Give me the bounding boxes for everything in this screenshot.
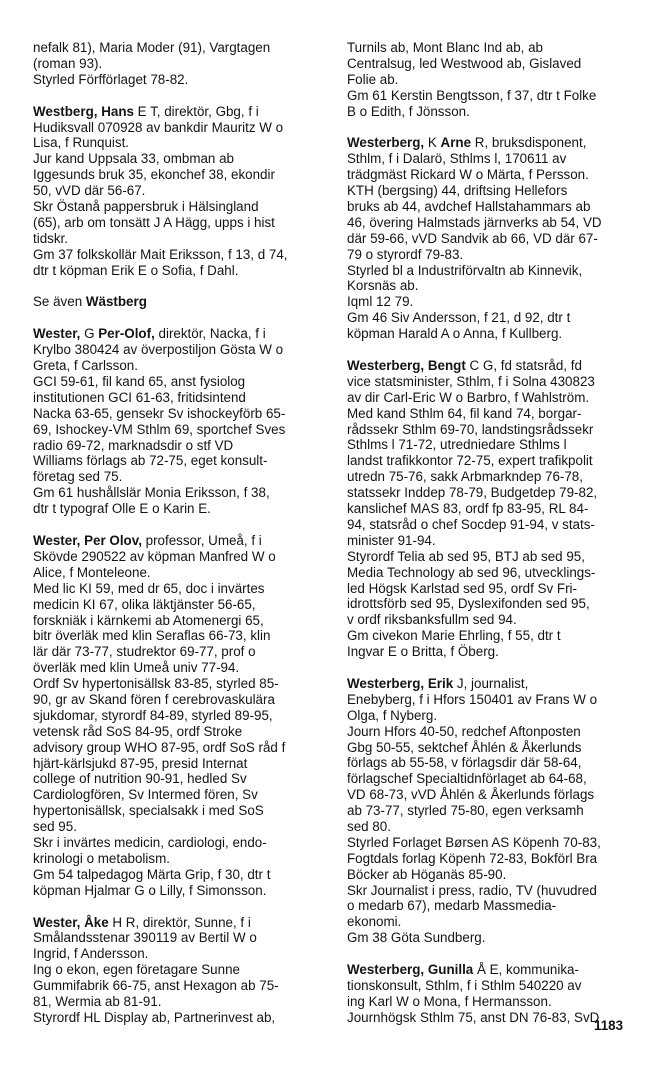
entry-text: ing Karl W o Mona, f Hermansson. [347, 993, 552, 1009]
text-line [347, 978, 637, 994]
entry-text: köpman Harald A o Anna, f Kullberg. [347, 326, 563, 342]
entry-text: 94, statsråd o chef Socdep 91-94, v stats- [347, 516, 595, 532]
entry-text: nefalk 81), Maria Moder (91), Vargtagen [33, 40, 271, 55]
entry-text: o medarb 67), medarb Massmedia- [347, 898, 557, 914]
entry-text: där 59-66, vVD Sandvik ab 66, VD där 67- [347, 230, 598, 246]
entry-text: dtr t köpman Erik E o Sofia, f Dahl. [33, 262, 239, 278]
page-number: 1183 [594, 1018, 624, 1033]
entry-gap [33, 88, 323, 104]
entry-text: Gbg 50-55, sektchef Åhlén & Åkerlunds [347, 739, 582, 755]
entry-text: Styrordf Telia ab sed 95, BTJ ab sed 95, [347, 548, 585, 564]
text-line [33, 613, 323, 629]
biography-entry [33, 915, 323, 1026]
entry-text: Fogtdals forlag Köpenh 72-83, Bokförl Bra [347, 850, 598, 866]
text-line [33, 453, 323, 469]
text-line [33, 501, 323, 517]
text-line [347, 596, 637, 612]
entry-text: forskniäk i kärnkemi ab Atomenergi 65, [33, 612, 264, 628]
text-line [347, 167, 637, 183]
biography-entry [33, 294, 323, 310]
text-line [347, 40, 637, 56]
entry-text: medicin KI 67, olika läktjänster 56-65, [33, 596, 256, 612]
entry-text: Styrordf HL Display ab, Partnerinvest ab, [33, 1009, 276, 1025]
entry-text: Sthlm, f i Dalarö, Sthlms l, 170611 av [347, 151, 567, 167]
entry-text: Ing o ekon, egen företagare Sunne [33, 962, 240, 978]
text-line [347, 247, 637, 263]
text-line [347, 883, 637, 899]
entry-text: college of nutrition 90-91, hedled Sv [33, 771, 247, 787]
entry-text: rådssekr Sthlm 69-70, landstingsrådssekr [347, 421, 594, 437]
text-line [347, 581, 637, 597]
text-line [33, 183, 323, 199]
entry-text: bitr överläk med klin Seraflas 66-73, klin [33, 628, 271, 644]
text-line [33, 597, 323, 613]
entry-name: Arne [440, 135, 472, 151]
entry-text: Styrled bl a Industriförvaltn ab Kinnevik, [347, 262, 583, 278]
text-line [33, 819, 323, 835]
entry-text: Se även [33, 294, 86, 310]
entry-text: ekonomi. [347, 914, 402, 930]
entry-text: (roman 93). [33, 55, 103, 71]
entry-text: GCI 59-61, fil kand 65, anst fysiolog [33, 374, 246, 390]
entry-text: Journhögsk Sthlm 75, anst DN 76-83, SvD [347, 1009, 600, 1025]
text-line [347, 72, 637, 88]
text-line [33, 120, 323, 136]
entry-text: hjärt-kärlsjukd 87-95, presid Internat [33, 755, 248, 771]
entry-text: K [424, 135, 441, 151]
entry-text: förlags ab 55-58, v förlagsdir där 58-64, [347, 755, 582, 771]
text-line [33, 294, 323, 310]
text-line [347, 437, 637, 453]
text-line [347, 469, 637, 485]
entry-text: Med kand Sthlm 64, fil kand 74, borgar- [347, 405, 582, 421]
entry-text: av dir Carl-Eric W o Barbro, f Wahlström. [347, 389, 590, 405]
text-line [347, 517, 637, 533]
text-line [347, 676, 637, 692]
text-line [33, 215, 323, 231]
entry-text: 81, Wermia ab 81-91. [33, 993, 162, 1009]
entry-text: v ordf riksbanksfullm sed 94. [347, 612, 517, 628]
entry-text: lär där 73-77, studrektor 69-77, prof o [33, 644, 256, 660]
entry-gap [347, 119, 637, 135]
text-line [33, 676, 323, 692]
text-line [33, 994, 323, 1010]
text-line [347, 612, 637, 628]
text-line [33, 72, 323, 88]
text-line [33, 787, 323, 803]
entry-text: dtr t typograf Olle E o Karin E. [33, 501, 211, 517]
text-line [347, 135, 637, 151]
entry-text: Ingrid, f Andersson. [33, 946, 149, 962]
text-line [347, 898, 637, 914]
entry-gap [347, 660, 637, 676]
biography-entry [33, 40, 323, 88]
text-line [33, 867, 323, 883]
text-line [347, 390, 637, 406]
entry-text: professor, Umeå, f i [141, 533, 262, 549]
entry-text: minister 91-94. [347, 532, 436, 548]
text-line [33, 756, 323, 772]
text-line [33, 167, 323, 183]
entry-text: tionskonsult, Sthlm, f i Sthlm 540220 av [347, 977, 582, 993]
text-line [33, 263, 323, 279]
text-line [347, 374, 637, 390]
entry-text: Journ Hfors 40-50, redchef Aftonposten [347, 723, 581, 739]
text-line [347, 294, 637, 310]
entry-text: Styrled Förfförlaget 78-82. [33, 71, 189, 87]
biography-entry [347, 135, 637, 342]
text-line [33, 803, 323, 819]
entry-text: Centralsug, led Westwood ab, Gislaved [347, 55, 582, 71]
entry-text: Skr i invärtes medicin, cardiologi, endo- [33, 834, 267, 850]
entry-name: Westerberg, Gunilla [347, 962, 474, 978]
entry-text: Greta, f Carlsson. [33, 358, 138, 374]
text-line [33, 549, 323, 565]
text-line [347, 406, 637, 422]
entry-text: KTH (bergsing) 44, driftsing Hellefors [347, 183, 568, 199]
entry-name: Wester, Per Olov, [33, 533, 142, 549]
entry-text: företag sed 75. [33, 469, 123, 485]
biography-entry [33, 104, 323, 279]
entry-name: Westerberg, [347, 135, 425, 151]
entry-text: vice statsminister, Sthlm, f i Solna 430823 [347, 373, 595, 389]
text-line [347, 724, 637, 740]
entry-text: VD 68-73, vVD Åhlén & Åkerlunds förlags [347, 787, 595, 803]
entry-text: E T, direktör, Gbg, f i [133, 103, 259, 119]
text-line [347, 88, 637, 104]
entry-text: G [80, 326, 99, 342]
entry-text: Gm 46 Siv Andersson, f 21, d 92, dtr t [347, 310, 571, 326]
text-line [33, 199, 323, 215]
text-line [33, 692, 323, 708]
entry-name: Westerberg, Bengt [347, 358, 466, 374]
entry-text: krinologi o metabolism. [33, 850, 170, 866]
text-line [33, 581, 323, 597]
entry-name: Westerberg, Erik [347, 675, 454, 691]
entry-text: tidskr. [33, 230, 68, 246]
text-line [33, 374, 323, 390]
text-line [33, 915, 323, 931]
entry-text: 46, övering Halmstads järnverks ab 54, VD [347, 214, 602, 230]
text-line [347, 755, 637, 771]
text-line [347, 708, 637, 724]
entry-text: 90, gr av Skand fören f cerebrovaskulära [33, 691, 275, 707]
text-line [33, 247, 323, 263]
entry-text: idrottsförb sed 95, Dyslexifonden sed 95, [347, 596, 590, 612]
text-line [347, 962, 637, 978]
entry-name: Westberg, Hans [33, 103, 134, 119]
entry-text: Gm 38 Göta Sundberg. [347, 930, 486, 946]
entry-text: Med lic KI 59, med dr 65, doc i invärtes [33, 580, 265, 596]
text-line [347, 994, 637, 1010]
entry-gap [347, 946, 637, 962]
entry-text: sed 95. [33, 819, 77, 835]
entry-gap [33, 310, 323, 326]
text-line [347, 104, 637, 120]
text-line [33, 135, 323, 151]
entry-text: Skr Journalist i press, radio, TV (huvudred [347, 882, 597, 898]
entry-text: Å E, kommunika- [473, 962, 579, 978]
entry-text: 79 o styrordf 79-83. [347, 246, 464, 262]
entry-text: ab 73-77, styrled 75-80, egen verksamh [347, 803, 584, 819]
entry-text: Nacka 63-65, gensekr Sv ishockeyförb 65- [33, 405, 286, 421]
entry-text: Gm 61 hushållslär Monia Eriksson, f 38, [33, 485, 270, 501]
text-line [347, 771, 637, 787]
text-line [347, 867, 637, 883]
entry-text: Skövde 290522 av köpman Manfred W o [33, 548, 276, 564]
text-line [33, 151, 323, 167]
text-line [347, 644, 637, 660]
text-line [33, 533, 323, 549]
text-line [347, 740, 637, 756]
entry-text: Gummifabrik 66-75, anst Hexagon ab 75- [33, 978, 279, 994]
text-line [33, 390, 323, 406]
entry-text: Skr Östanå pappersbruk i Hälsingland [33, 199, 259, 215]
entry-text: Böcker ab Höganäs 85-90. [347, 866, 507, 882]
entry-name: Wester, [33, 326, 81, 342]
text-line [347, 358, 637, 374]
text-line [33, 724, 323, 740]
text-line [347, 151, 637, 167]
text-line [347, 692, 637, 708]
text-line [33, 660, 323, 676]
entry-text: köpman Hjalmar G o Lilly, f Simonsson. [33, 882, 267, 898]
text-line [347, 835, 637, 851]
entry-text: hypertonisällsk, specialsakk i med SoS [33, 803, 264, 819]
entry-text: institutionen GCI 61-63, fritidsintend [33, 389, 246, 405]
text-line [347, 930, 637, 946]
text-line [347, 914, 637, 930]
text-line [347, 231, 637, 247]
entry-text: Iggesunds bruk 35, ekonchef 38, ekondir [33, 167, 275, 183]
entry-text: Smålandsstenar 390119 av Bertil W o [33, 930, 257, 946]
entry-text: led Högsk Karlstad sed 95, ordf Sv Fri- [347, 580, 577, 596]
text-line [33, 978, 323, 994]
entry-text: Gm 61 Kerstin Bengtsson, f 37, dtr t Folke [347, 87, 597, 103]
text-line [347, 819, 637, 835]
text-line [347, 851, 637, 867]
entry-text: advisory group WHO 87-95, ordf SoS råd f [33, 739, 286, 755]
text-line [347, 549, 637, 565]
text-line [347, 56, 637, 72]
text-line [33, 851, 323, 867]
text-line [347, 628, 637, 644]
entry-text: landst trafikkontor 72-75, expert trafikpolit [347, 453, 593, 469]
text-line [347, 485, 637, 501]
entry-text: Gm 37 folkskollär Mait Eriksson, f 13, d 74, [33, 246, 288, 262]
entry-text: R, bruksdisponent, [471, 135, 587, 151]
entry-text: Olga, f Nyberg. [347, 707, 438, 723]
biography-entry [33, 326, 323, 517]
text-line [33, 771, 323, 787]
biography-entry [33, 533, 323, 898]
entry-name: Wästberg [85, 294, 147, 310]
entry-text: trädgmäst Rickard W o Märta, f Persson. [347, 167, 589, 183]
entry-text: Styrled Forlaget Børsen AS Köpenh 70-83, [347, 834, 601, 850]
text-line [33, 104, 323, 120]
biography-entry [347, 962, 637, 1026]
text-line [33, 962, 323, 978]
entry-name: Wester, Åke [33, 914, 109, 930]
entry-text: Folie ab. [347, 71, 399, 87]
text-line [33, 342, 323, 358]
entry-text: Gm 54 talpedagog Märta Grip, f 30, dtr t [33, 866, 271, 882]
text-line [347, 453, 637, 469]
entry-name: Per-Olof, [98, 326, 155, 342]
entry-text: sjukdomar, styrordf 84-89, styrled 89-95, [33, 707, 273, 723]
text-line [33, 708, 323, 724]
text-line [347, 803, 637, 819]
text-line [347, 263, 637, 279]
text-line [33, 946, 323, 962]
entry-text: Krylbo 380424 av överpostiljon Gösta W o [33, 342, 284, 358]
text-line [33, 358, 323, 374]
text-line [33, 231, 323, 247]
entry-gap [33, 899, 323, 915]
text-line [347, 278, 637, 294]
text-line [33, 835, 323, 851]
text-line [33, 565, 323, 581]
text-line [33, 930, 323, 946]
text-line [347, 533, 637, 549]
entry-text: vetensk råd SoS 84-95, ordf Stroke [33, 723, 243, 739]
text-line [33, 422, 323, 438]
text-line [33, 40, 323, 56]
entry-text: direktör, Nacka, f i [154, 326, 266, 342]
entry-text: H R, direktör, Sunne, f i [108, 914, 251, 930]
entry-text: Gm civekon Marie Ehrling, f 55, dtr t [347, 628, 561, 644]
biography-entry [347, 40, 637, 119]
entry-text: överläk med klin Umeå univ 77-94. [33, 660, 240, 676]
text-line [347, 422, 637, 438]
entry-text: Cardiologfören, Sv Intermed fören, Sv [33, 787, 258, 803]
entry-text: (65), arb om tonsätt J A Hägg, upps i hist [33, 214, 275, 230]
text-line [347, 501, 637, 517]
text-line [347, 326, 637, 342]
entry-text: Hudiksvall 070928 av bankdir Mauritz W o [33, 119, 284, 135]
entry-text: förlagschef Specialtidnförlaget ab 64-68, [347, 771, 587, 787]
entry-text: Turnils ab, Mont Blanc Ind ab, ab [347, 40, 544, 55]
text-line [33, 406, 323, 422]
text-line [347, 565, 637, 581]
text-line [33, 1010, 323, 1026]
entry-text: sed 80. [347, 818, 391, 834]
entry-text: Enebyberg, f i Hfors 150401 av Frans W o [347, 691, 598, 707]
biography-entry [347, 676, 637, 946]
text-line [33, 740, 323, 756]
entry-text: Williams förlags ab 72-75, eget konsult- [33, 453, 268, 469]
text-line [33, 628, 323, 644]
entry-text: 69, Ishockey-VM Sthlm 69, sportchef Sves [33, 421, 286, 437]
text-line [33, 56, 323, 72]
text-line [33, 469, 323, 485]
text-line [33, 326, 323, 342]
entry-text: B o Edith, f Jönsson. [347, 103, 470, 119]
text-line [347, 199, 637, 215]
entry-text: 50, vVD där 56-67. [33, 183, 146, 199]
entry-text: Jur kand Uppsala 33, ombman ab [33, 151, 234, 167]
entry-text: Iqml 12 79. [347, 294, 414, 310]
text-line [33, 485, 323, 501]
text-line [347, 310, 637, 326]
entry-text: kanslichef MAS 83, ordf fp 83-95, RL 84- [347, 501, 589, 517]
entry-text: radio 69-72, marknadsdir o stf VD [33, 437, 234, 453]
entry-text: Media Technology ab sed 96, utvecklings- [347, 564, 596, 580]
entry-text: statssekr Inddep 78-79, Budgetdep 79-82, [347, 485, 598, 501]
text-line [33, 883, 323, 899]
entry-gap [347, 342, 637, 358]
biography-entry [347, 358, 637, 660]
entry-text: Lisa, f Runquist. [33, 135, 130, 151]
entry-text: bruks ab 44, avdchef Hallstahammars ab [347, 199, 591, 215]
entry-text: Ingvar E o Britta, f Öberg. [347, 644, 499, 660]
entry-text: Ordf Sv hypertonisällsk 83-85, styrled 85- [33, 676, 279, 692]
entry-text: C G, fd statsråd, fd [465, 358, 582, 374]
text-line [33, 438, 323, 454]
text-line [347, 183, 637, 199]
text-line [347, 787, 637, 803]
entry-text: utredn 75-76, sakk Arbmarkndep 76-78, [347, 469, 583, 485]
left-column [33, 40, 323, 1026]
entry-text: J, journalist, [453, 675, 529, 691]
entry-text: Korsnäs ab. [347, 278, 419, 294]
right-column [347, 40, 637, 1026]
entry-gap [33, 278, 323, 294]
entry-text: Alice, f Monteleone. [33, 564, 151, 580]
entry-text: Sthlms l 71-72, utredniedare Sthlms l [347, 437, 567, 453]
entry-gap [33, 517, 323, 533]
text-line [33, 644, 323, 660]
text-line [347, 215, 637, 231]
